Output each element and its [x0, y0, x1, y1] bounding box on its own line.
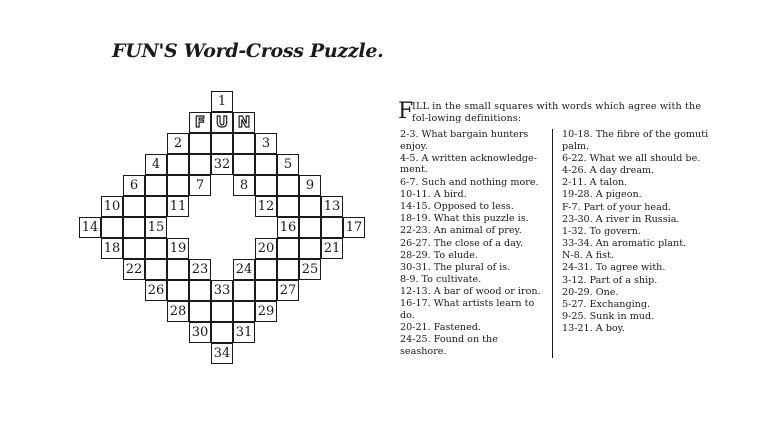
clue-text: A bar of wood or iron.: [433, 286, 541, 298]
clue-number: 9-25.: [562, 311, 587, 323]
crossword-grid: [0, 0, 370, 427]
grid-cell[interactable]: [101, 196, 123, 217]
grid-cell[interactable]: [277, 238, 299, 259]
grid-cell[interactable]: [167, 196, 189, 217]
clue-text: The plural of is.: [433, 261, 511, 273]
cell-number: 2: [173, 135, 183, 151]
cell-letter: N: [237, 112, 251, 131]
cell-number: 11: [169, 198, 187, 214]
clue-text: Such and nothing more.: [421, 176, 539, 188]
clue-text: Sunk in mud.: [589, 311, 655, 323]
cell-number: 32: [213, 156, 231, 172]
grid-cell[interactable]: [211, 280, 233, 301]
clue-item: [398, 334, 546, 357]
grid-cell[interactable]: [189, 301, 211, 322]
clue-item: [560, 129, 710, 152]
clue-number: 6-7.: [400, 176, 419, 188]
clue-number: 8-9.: [400, 274, 419, 286]
clue-text: To cultivate.: [421, 274, 482, 286]
cell-number: 13: [323, 198, 341, 214]
grid-cell[interactable]: [321, 196, 343, 217]
grid-cell[interactable]: [211, 133, 233, 154]
clue-text: A day dream.: [589, 164, 655, 176]
grid-cell[interactable]: [211, 154, 233, 175]
clue-number: 28-29.: [400, 249, 431, 261]
cell-number: 19: [169, 240, 187, 256]
clue-item: [560, 189, 710, 201]
grid-cell[interactable]: [277, 217, 299, 238]
cell-number: 34: [213, 345, 231, 361]
grid-cell[interactable]: [255, 133, 277, 154]
grid-cell[interactable]: [277, 259, 299, 280]
cell-number: 30: [191, 324, 209, 340]
grid-cell[interactable]: [277, 280, 299, 301]
grid-cell[interactable]: [167, 154, 189, 175]
grid-cell[interactable]: [167, 301, 189, 322]
clue-text: One.: [595, 286, 619, 298]
grid-cell[interactable]: [189, 175, 211, 196]
grid-cell[interactable]: [277, 175, 299, 196]
definitions-panel: [398, 101, 710, 358]
clue-text: The close of a day.: [433, 237, 524, 249]
clue-number: 22-23.: [400, 225, 431, 237]
grid-cell[interactable]: [101, 217, 123, 238]
clue-number: 33-34.: [562, 238, 593, 250]
clue-item: [560, 226, 710, 238]
clue-item: [560, 275, 710, 287]
clue-number: 20-21.: [400, 322, 431, 334]
cell-number: 9: [305, 177, 315, 193]
cell-number: 24: [235, 261, 253, 277]
cell-number: 4: [151, 156, 161, 172]
cell-number: 10: [103, 198, 121, 214]
clue-text: Part of a ship.: [589, 274, 658, 286]
clue-item: [560, 262, 710, 274]
clues-right-column: [553, 129, 710, 358]
grid-cell[interactable]: [255, 175, 277, 196]
grid-cell[interactable]: [167, 133, 189, 154]
grid-cell[interactable]: [255, 301, 277, 322]
grid-cell[interactable]: [233, 175, 255, 196]
cell-number: 22: [125, 261, 143, 277]
grid-cell[interactable]: [321, 217, 343, 238]
grid-cell[interactable]: [233, 133, 255, 154]
grid-cell[interactable]: [211, 301, 233, 322]
cell-number: 28: [169, 303, 187, 319]
clue-item: [398, 189, 546, 201]
clue-number: 5-27.: [562, 299, 587, 311]
clue-text: A written acknowledge-ment.: [400, 152, 537, 176]
grid-cell[interactable]: [123, 175, 145, 196]
clue-item: [560, 202, 710, 214]
grid-cell[interactable]: [255, 238, 277, 259]
grid-cell[interactable]: [299, 196, 321, 217]
grid-cell[interactable]: [255, 196, 277, 217]
grid-cell[interactable]: [211, 322, 233, 343]
grid-cell[interactable]: [145, 175, 167, 196]
clue-text: Found on the seashore.: [400, 334, 498, 357]
grid-cell[interactable]: [255, 154, 277, 175]
grid-cell[interactable]: [299, 238, 321, 259]
clue-number: F-7.: [562, 201, 581, 213]
clue-number: 4-26.: [562, 164, 587, 176]
clue-item: [398, 201, 546, 213]
cell-number: 31: [235, 324, 253, 340]
grid-cell[interactable]: [255, 259, 277, 280]
grid-cell[interactable]: [189, 112, 211, 133]
clue-number: 26-27.: [400, 237, 431, 249]
grid-cell[interactable]: [123, 196, 145, 217]
grid-cell[interactable]: [123, 238, 145, 259]
clue-number: 14-15.: [400, 200, 431, 212]
grid-cell[interactable]: [189, 259, 211, 280]
clue-number: 2-11.: [562, 177, 587, 189]
cell-number: 3: [261, 135, 271, 151]
cell-letter: F: [194, 112, 206, 131]
grid-cell[interactable]: [145, 217, 167, 238]
clue-text: A talon.: [589, 177, 628, 189]
clue-item: [560, 177, 710, 189]
cell-number: 5: [283, 156, 293, 172]
cell-number: 17: [345, 219, 363, 235]
clue-number: 24-25.: [400, 334, 431, 346]
clue-item: [560, 250, 710, 262]
grid-cell[interactable]: [299, 259, 321, 280]
clue-text: A pigeon.: [595, 189, 642, 201]
cell-number: 21: [323, 240, 341, 256]
grid-cell[interactable]: [233, 322, 255, 343]
cell-number: 23: [191, 261, 209, 277]
clue-text: A fist.: [585, 250, 615, 262]
cell-number: 6: [129, 177, 139, 193]
clue-item: [560, 287, 710, 299]
grid-cell[interactable]: [145, 280, 167, 301]
clue-number: 1-32.: [562, 225, 587, 237]
clue-number: 2-3.: [400, 129, 419, 140]
clue-number: 19-28.: [562, 189, 593, 201]
grid-cell[interactable]: [233, 112, 255, 133]
grid-cell[interactable]: [189, 280, 211, 301]
clue-item: [398, 262, 546, 274]
grid-cell[interactable]: [233, 301, 255, 322]
clues-left-column: [398, 129, 553, 358]
clue-number: 16-17.: [400, 298, 431, 310]
clue-number: 10-11.: [400, 188, 431, 200]
clue-number: 18-19.: [400, 213, 431, 225]
clue-item: [560, 214, 710, 226]
grid-cell[interactable]: [343, 217, 365, 238]
grid-cell[interactable]: [189, 154, 211, 175]
clue-text: Opposed to less.: [433, 200, 514, 212]
grid-cell[interactable]: [145, 238, 167, 259]
grid-cell[interactable]: [211, 343, 233, 364]
clue-item: [560, 311, 710, 323]
instructions-text: ILL in the small squares with words which agree with the fol-lowing definitions:: [412, 101, 702, 124]
cell-number: 29: [257, 303, 275, 319]
clue-item: [560, 299, 710, 311]
cell-number: 16: [279, 219, 297, 235]
clue-text: Part of your head.: [583, 201, 672, 213]
clue-number: 13-21.: [562, 323, 593, 335]
cell-number: 33: [213, 282, 231, 298]
clue-item: [398, 286, 546, 298]
clue-text: An aromatic plant.: [595, 238, 687, 250]
clue-item: [398, 153, 546, 176]
grid-cell[interactable]: [101, 238, 123, 259]
clue-number: 20-29.: [562, 286, 593, 298]
grid-cell[interactable]: [123, 217, 145, 238]
grid-cell[interactable]: [321, 238, 343, 259]
grid-cell[interactable]: [145, 154, 167, 175]
clue-text: To elude.: [433, 249, 478, 261]
clue-item: [398, 322, 546, 334]
clue-number: 24-31.: [562, 262, 593, 274]
grid-cell[interactable]: [167, 175, 189, 196]
grid-cell[interactable]: [211, 112, 233, 133]
clue-text: What we all should be.: [589, 152, 701, 164]
grid-cell[interactable]: [189, 322, 211, 343]
grid-cell[interactable]: [233, 154, 255, 175]
clue-item: [398, 177, 546, 189]
clue-text: What bargain hunters enjoy.: [400, 129, 529, 152]
clue-number: 4-5.: [400, 152, 419, 164]
grid-cell[interactable]: [79, 217, 101, 238]
clue-number: 10-18.: [562, 129, 593, 140]
grid-cell[interactable]: [167, 259, 189, 280]
clue-number: 30-31.: [400, 261, 431, 273]
clue-item: [398, 298, 546, 321]
grid-cell[interactable]: [145, 196, 167, 217]
drop-cap: F: [398, 99, 414, 124]
grid-cell[interactable]: [167, 280, 189, 301]
clue-number: 12-13.: [400, 286, 431, 298]
grid-cell[interactable]: [255, 280, 277, 301]
cell-number: 12: [257, 198, 275, 214]
grid-cell[interactable]: [233, 280, 255, 301]
instructions: [398, 101, 710, 125]
cell-number: 27: [279, 282, 297, 298]
clue-number: N-8.: [562, 250, 583, 262]
clue-item: [398, 225, 546, 237]
clue-text: A river in Russia.: [595, 213, 680, 225]
cell-number: 14: [81, 219, 99, 235]
clue-item: [560, 165, 710, 177]
grid-cell[interactable]: [299, 217, 321, 238]
grid-cell[interactable]: [123, 259, 145, 280]
grid-cell[interactable]: [211, 91, 233, 112]
grid-cell[interactable]: [233, 259, 255, 280]
grid-cell[interactable]: [167, 238, 189, 259]
clue-text: To govern.: [589, 225, 641, 237]
cell-number: 18: [103, 240, 121, 256]
clue-text: What artists learn to do.: [400, 298, 535, 322]
clue-item: [398, 250, 546, 262]
clue-item: [398, 213, 546, 225]
clue-number: 3-12.: [562, 274, 587, 286]
clue-number: 6-22.: [562, 152, 587, 164]
cell-letter: U: [215, 112, 229, 131]
clue-item: [398, 238, 546, 250]
clue-text: To agree with.: [595, 262, 666, 274]
clue-item: [560, 238, 710, 250]
clue-text: A bird.: [433, 188, 467, 200]
clue-text: Exchanging.: [589, 299, 651, 311]
cell-number: 25: [301, 261, 319, 277]
clue-item: [560, 323, 710, 335]
cell-number: 7: [195, 177, 205, 193]
clue-text: A boy.: [595, 323, 625, 335]
cell-number: 1: [217, 93, 227, 109]
grid-cell[interactable]: [277, 154, 299, 175]
clue-text: Fastened.: [433, 322, 481, 334]
grid-cell[interactable]: [145, 259, 167, 280]
cell-number: 8: [239, 177, 249, 193]
cell-number: 15: [147, 219, 165, 235]
puzzle-title: FUN'S Word-Cross Puzzle.: [112, 40, 384, 62]
grid-cell[interactable]: [277, 196, 299, 217]
clue-text: An animal of prey.: [433, 225, 522, 237]
clue-text: The fibre of the gomuti palm.: [562, 129, 709, 152]
grid-cell[interactable]: [299, 175, 321, 196]
cell-number: 26: [147, 282, 165, 298]
clue-item: [560, 153, 710, 165]
clue-item: [398, 274, 546, 286]
clue-number: 23-30.: [562, 213, 593, 225]
cell-number: 20: [257, 240, 275, 256]
grid-cell[interactable]: [189, 133, 211, 154]
clue-item: [398, 129, 546, 152]
clue-text: What this puzzle is.: [433, 213, 529, 225]
